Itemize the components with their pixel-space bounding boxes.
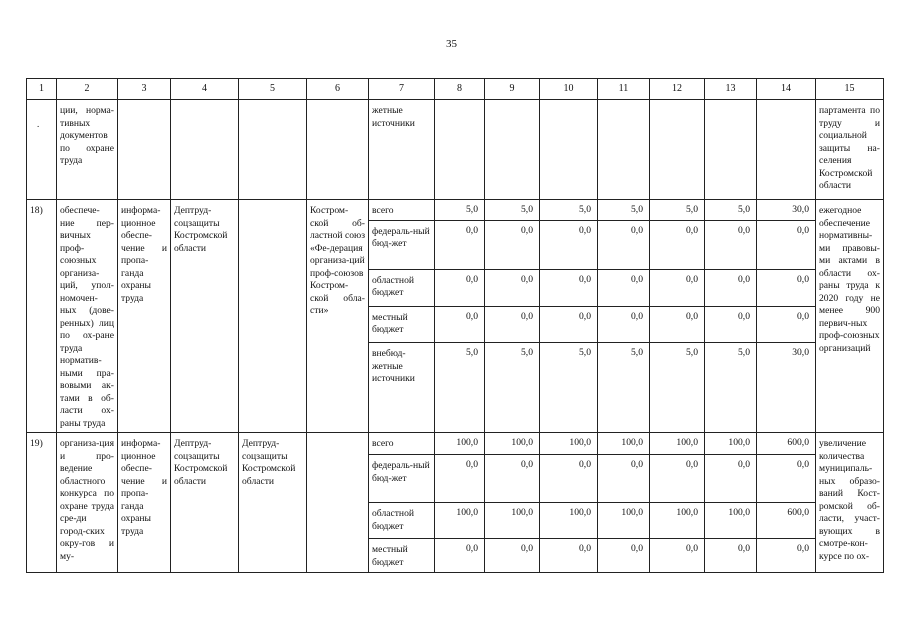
funding-source: федераль-ный бюд-жет xyxy=(369,455,435,503)
col-header: 5 xyxy=(239,79,307,100)
value-cell: 0,0 xyxy=(540,269,598,306)
col-header: 7 xyxy=(369,79,435,100)
value-cell: 0,0 xyxy=(705,269,757,306)
col-header: 4 xyxy=(171,79,239,100)
col-header: 13 xyxy=(705,79,757,100)
value-cell: 100,0 xyxy=(485,503,540,539)
value-cell: 100,0 xyxy=(485,433,540,455)
program-table xyxy=(26,78,884,573)
value-cell: 0,0 xyxy=(485,455,540,503)
value-cell: 5,0 xyxy=(650,200,705,221)
value-cell: 0,0 xyxy=(598,539,650,573)
funding-source: областной бюджет xyxy=(369,503,435,539)
participant xyxy=(307,433,369,573)
value-cell: 30,0 xyxy=(757,343,816,433)
value-cell: 600,0 xyxy=(757,433,816,455)
result-text: ежегодное обеспечение нормативны-ми правовы-ми актами в области ох-раны труда к 2020 году не менее 900 первич-ных проф-союзных организаций xyxy=(816,200,884,433)
value-cell: 0,0 xyxy=(435,539,485,573)
value-cell: 100,0 xyxy=(705,433,757,455)
value-cell: 0,0 xyxy=(757,306,816,343)
page-number: 35 xyxy=(446,38,457,50)
value-cell: 100,0 xyxy=(435,433,485,455)
row-marker: . xyxy=(27,100,57,200)
value-cell: 100,0 xyxy=(598,503,650,539)
funding-source: всего xyxy=(369,200,435,221)
value-cell: 5,0 xyxy=(705,200,757,221)
value-cell: 0,0 xyxy=(598,220,650,269)
value-cell: 100,0 xyxy=(540,433,598,455)
col-header: 10 xyxy=(540,79,598,100)
value-cell: 0,0 xyxy=(485,269,540,306)
co-executor xyxy=(239,200,307,433)
funding-source: местный бюджет xyxy=(369,306,435,343)
funding-source: всего xyxy=(369,433,435,455)
value-cell: 0,0 xyxy=(757,220,816,269)
value-cell: 0,0 xyxy=(650,220,705,269)
value-cell: 5,0 xyxy=(485,200,540,221)
funding-source: федераль-ный бюд-жет xyxy=(369,220,435,269)
value-cell: 0,0 xyxy=(650,455,705,503)
value-cell: 0,0 xyxy=(757,539,816,573)
value-cell: 5,0 xyxy=(650,343,705,433)
continuation-row xyxy=(27,100,884,200)
measure-text: обеспече-ние пер-вичных проф-союзных организа-ций, упол-номочен-ных (дове-ренных) лиц по ох-ране труда норматив-ными пра-вовыми ак-тами в об-ласти ох-раны труда xyxy=(57,200,118,433)
value-cell: 5,0 xyxy=(705,343,757,433)
value-cell: 100,0 xyxy=(650,503,705,539)
value-cell: 0,0 xyxy=(540,455,598,503)
value-cell: 0,0 xyxy=(435,306,485,343)
row-number: 18) xyxy=(27,200,57,433)
value-cell: 0,0 xyxy=(485,220,540,269)
col-header: 15 xyxy=(816,79,884,100)
value-cell: 0,0 xyxy=(705,455,757,503)
value-cell: 0,0 xyxy=(650,306,705,343)
col-header: 9 xyxy=(485,79,540,100)
col-header: 6 xyxy=(307,79,369,100)
value-cell: 0,0 xyxy=(705,306,757,343)
value-cell: 0,0 xyxy=(757,455,816,503)
value-cell: 100,0 xyxy=(650,433,705,455)
value-cell: 5,0 xyxy=(540,200,598,221)
col-header: 14 xyxy=(757,79,816,100)
value-cell: 100,0 xyxy=(598,433,650,455)
value-cell: 0,0 xyxy=(598,455,650,503)
value-cell: 0,0 xyxy=(598,269,650,306)
value-cell: 0,0 xyxy=(540,539,598,573)
value-cell: 0,0 xyxy=(650,539,705,573)
table-row xyxy=(27,200,884,221)
measure-text: организа-ция и про-ведение областного конкурса по охране труда сре-ди город-ских окру-гов и му- xyxy=(57,433,118,573)
measure-type: информа-ционное обеспе-чение и пропа-ганда охраны труда xyxy=(118,200,171,433)
col-header: 3 xyxy=(118,79,171,100)
value-cell: 0,0 xyxy=(540,306,598,343)
value-cell: 0,0 xyxy=(540,220,598,269)
value-cell: 100,0 xyxy=(705,503,757,539)
value-cell: 0,0 xyxy=(705,220,757,269)
col-header: 12 xyxy=(650,79,705,100)
value-cell: 0,0 xyxy=(435,455,485,503)
funding-source: жетные источники xyxy=(369,100,435,200)
value-cell: 0,0 xyxy=(435,220,485,269)
value-cell: 5,0 xyxy=(435,343,485,433)
value-cell: 5,0 xyxy=(435,200,485,221)
value-cell: 5,0 xyxy=(540,343,598,433)
value-cell: 0,0 xyxy=(485,306,540,343)
value-cell: 100,0 xyxy=(435,503,485,539)
participant: Костром-ской об-ластной союз «Фе-дерация организа-ций проф-союзов Костром-ской обла-сти» xyxy=(307,200,369,433)
col-header: 2 xyxy=(57,79,118,100)
value-cell: 0,0 xyxy=(435,269,485,306)
col-header: 8 xyxy=(435,79,485,100)
measure-type: информа-ционное обеспе-чение и пропа-ганда охраны труда xyxy=(118,433,171,573)
result-text: увеличение количества муниципаль-ных образо-ваний Кост-ромской об-ласти, участ-вующих в смотре-кон-курсе по ох- xyxy=(816,433,884,573)
value-cell: 5,0 xyxy=(598,343,650,433)
header-row xyxy=(27,79,884,100)
table-row xyxy=(27,433,884,455)
value-cell: 5,0 xyxy=(598,200,650,221)
funding-source: местный бюджет xyxy=(369,539,435,573)
value-cell: 600,0 xyxy=(757,503,816,539)
funding-source: областной бюджет xyxy=(369,269,435,306)
value-cell: 0,0 xyxy=(650,269,705,306)
value-cell: 30,0 xyxy=(757,200,816,221)
measure-text: ции, норма-тивных документов по охране труда xyxy=(57,100,118,200)
col-header: 11 xyxy=(598,79,650,100)
value-cell: 5,0 xyxy=(485,343,540,433)
result-text: партамента по труду и социальной защиты на-селения Костромской области xyxy=(816,100,884,200)
co-executor: Дептруд-соцзащиты Костромской области xyxy=(239,433,307,573)
col-header: 1 xyxy=(27,79,57,100)
responsible-executor: Дептруд-соцзащиты Костромской области xyxy=(171,200,239,433)
funding-source: внебюд-жетные источники xyxy=(369,343,435,433)
value-cell: 0,0 xyxy=(485,539,540,573)
value-cell: 0,0 xyxy=(705,539,757,573)
value-cell: 0,0 xyxy=(757,269,816,306)
responsible-executor: Дептруд-соцзащиты Костромской области xyxy=(171,433,239,573)
row-number: 19) xyxy=(27,433,57,573)
value-cell: 100,0 xyxy=(540,503,598,539)
value-cell: 0,0 xyxy=(598,306,650,343)
